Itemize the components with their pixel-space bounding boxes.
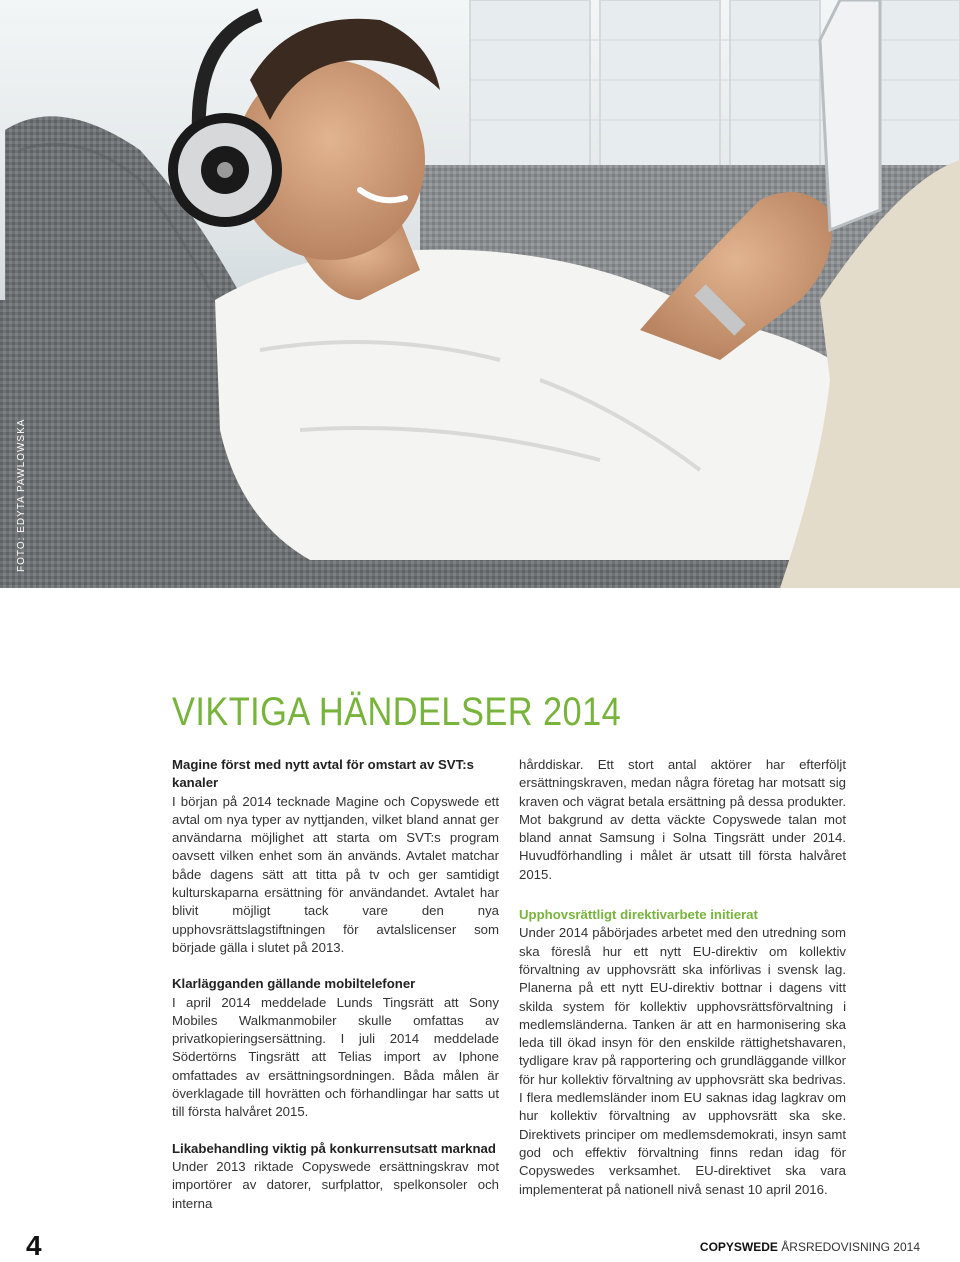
page-number: 4 <box>26 1230 42 1261</box>
page-title: VIKTIGA HÄNDELSER 2014 <box>172 690 622 734</box>
tablet-icon <box>820 0 880 230</box>
section-direktivarbete <box>519 906 846 1199</box>
section-mobiltelefoner <box>172 975 499 1121</box>
hero-photo <box>0 0 960 588</box>
section-body: Under 2014 påbörjades arbetet med den utredning som ska föreslå hur ett nytt EU-direktiv om kollektiv förvaltning av upphovsrätt ska införlivas i svensk lag. Planerna på ett nytt EU-direktiv bottnar i dagens vitt skilda system för kollektiv upphovsrättsförvaltning i medlemsländerna. Tanken är att en harmonisering ska leda till ökad insyn för den enskilde rättighetshavaren, tydligare krav på rapportering och grundläggande villkor för hur kollektiv förvaltning av upphovsrätt ska bedrivas. I flera medlemsländer inom EU saknas idag lagkrav om hur kollektiv förvaltning av upphovsrätt ska ske. Direktivets principer om medlemsdemokrati, insyn samt god och effektiv förvaltning finns redan idag för Copyswedes verksamhet. EU-direktivet ska vara implementerat på nationell nivå senast 10 april 2016. <box>519 925 846 1197</box>
footer-brand <box>700 1240 920 1254</box>
left-column <box>172 756 499 1231</box>
footer-report-name: ÅRSREDOVISNING 2014 <box>781 1240 920 1254</box>
right-column <box>519 756 846 1217</box>
section-title: Likabehandling viktig på konkurrensutsatt marknad <box>172 1140 496 1156</box>
section-body: Under 2013 riktade Copyswede ersättningskrav mot importörer av datorer, surfplattor, spelkonsoler och interna <box>172 1158 499 1211</box>
section-title: Upphovsrättligt direktivarbete initierat <box>519 907 758 923</box>
section-body: I början på 2014 tecknade Magine och Copyswede ett avtal om nya typer av nyttjanden, vilket bland annat ger användarna möjlighet att starta om SVT:s program oavsett vilken enhet som än används. Avtalet matchar både dagens sätt att titta på tv och ger samtidigt kulturskaparna ersättning för användandet. Avtalet har blivit möjligt tack vare den nya upphovsrättslagstiftningen för avtalslicenser som började gälla i slutet på 2013. <box>172 793 499 955</box>
footer-brand-name: COPYSWEDE <box>699 1240 778 1254</box>
section-title: Klarlägganden gällande mobiltelefoner <box>172 976 416 992</box>
section-title: Magine först med nytt avtal för omstart av SVT:s kanaler <box>172 757 474 791</box>
section-likabehandling <box>172 1140 499 1213</box>
section-body: hårddiskar. Ett stort antal aktörer har efterföljt ersättningskraven, medan några företag har motsatt sig kraven och vägrat betala ersättning på dessa produkter. Mot bakgrund av detta väckte Copyswede talan mot bland annat Samsung i Solna Tingsrätt under 2014. Huvudförhandling i målet är utsatt till första halvåret 2015. <box>519 757 846 882</box>
section-magine <box>172 756 499 957</box>
section-continuation <box>519 756 846 884</box>
photo-credit: FOTO: EDYTA PAWLOWSKA <box>16 418 27 572</box>
section-body: I april 2014 meddelade Lunds Tingsrätt att Sony Mobiles Walkmanmobiler skulle omfattas av privatkopieringsersättning. I juli 2014 meddelade Södertörns Tingsrätt att Telias import av Iphone omfattades av ersättningsordningen. Båda målen är överklagade till hovrätten och förhandlingar har satts ut till första halvåret 2015. <box>172 994 499 1120</box>
man-with-headphones-illustration <box>0 0 960 588</box>
